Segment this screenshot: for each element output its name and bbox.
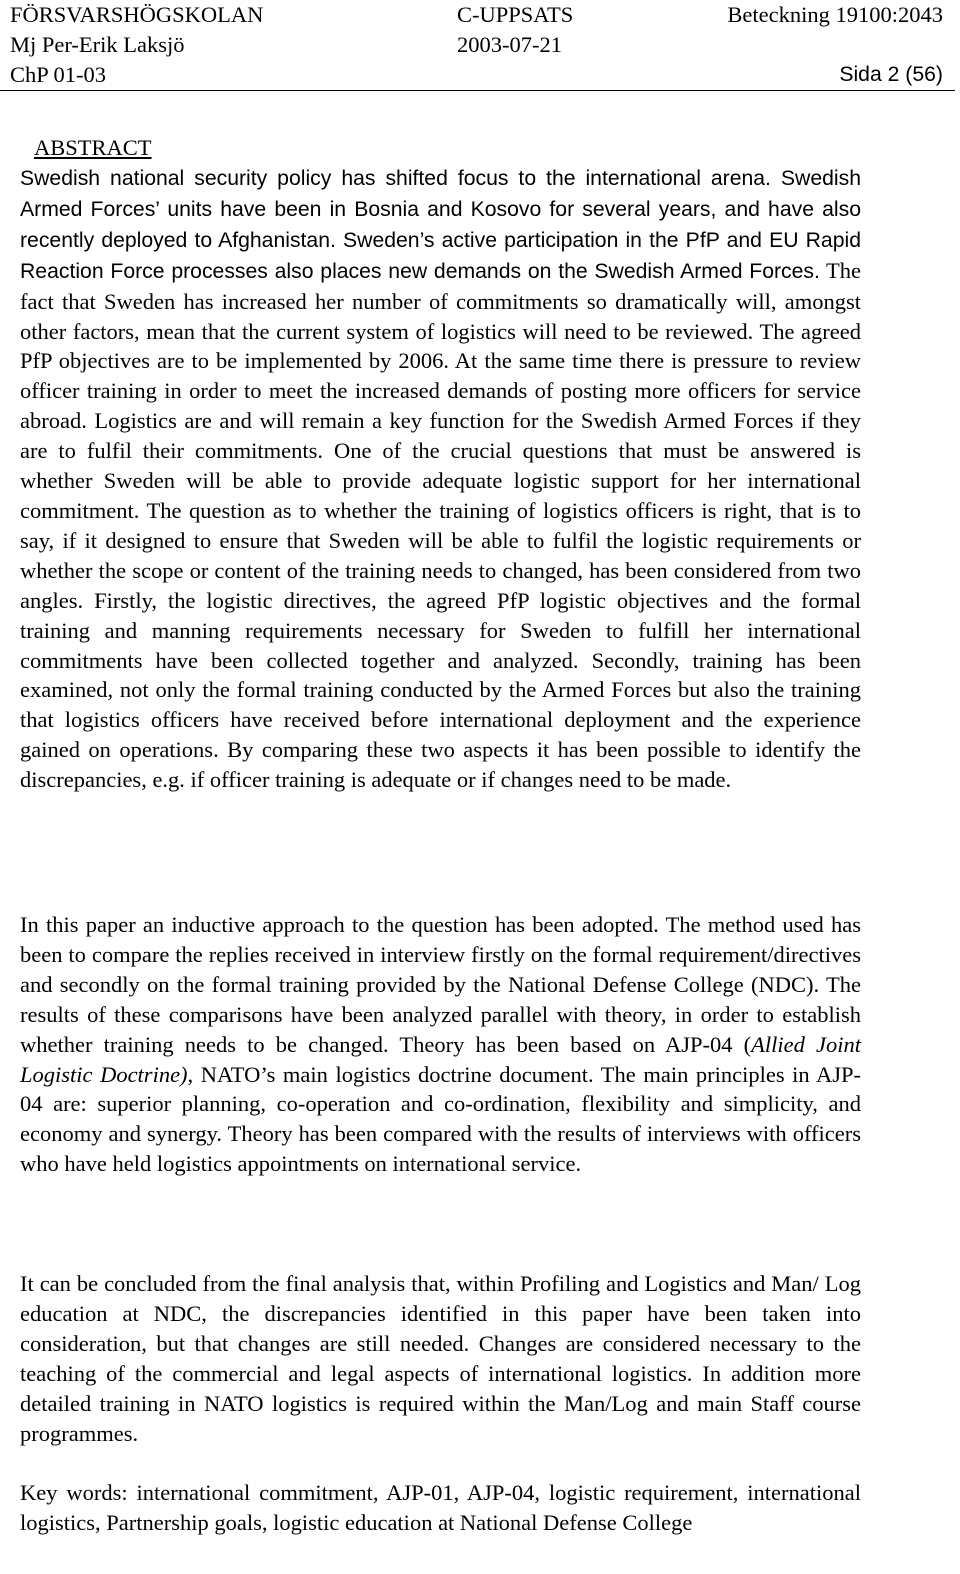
header-divider <box>0 90 955 91</box>
document-type: C-UPPSATS <box>457 2 574 27</box>
abstract-paragraph-1 <box>20 163 861 795</box>
paragraph-1-body: The fact that Sweden has increased her number of commitments so dramatically will, amongst other factors, mean that the current system of logistics will need to be reviewed. The agreed PfP objectives are to be implemented by 2006. At the same time there is pressure to review officer training in order to meet the increased demands of posting more officers for service abroad. Logistics are and will remain a key function for the Swedish Armed Forces if they are to fulfil their commitments. One of the crucial questions that must be answered is whether Sweden will be able to provide adequate logistic support for her international commitment. The question as to whether the training of logistics officers is right, that is to say, if it designed to ensure that Sweden will be able to fulfil the logistic requirements or whether the scope or content of the training needs to changed, has been considered from two angles. Firstly, the logistic directives, the agreed PfP logistic objectives and the formal training and manning requirements necessary for Sweden to fulfill her international commitments have been collected together and analyzed. Secondly, training has been examined, not only the formal training conducted by the Armed Forces but also the training that logistics officers have received before international deployment and the experience gained on operations. By comparing these two aspects it has been possible to identify the discrepancies, e.g. if officer training is adequate or if changes need to be made. <box>20 257 862 793</box>
paragraph-2-text-start: In this paper an inductive approach to the question has been adopted. The method used has been to compare the replies received in interview firstly on the formal requirement/directives and secondly on the formal training provided by the National Defense College (NDC). The results of these comparisons have been analyzed parallel with theory, in order to establish whether training needs to be changed. Theory has been based on AJP-04 ( <box>20 912 861 1057</box>
author-name: Mj Per-Erik Laksjö <box>10 32 185 57</box>
keywords-paragraph: Key words: international commitment, AJP-01, AJP-04, logistic requirement, international logistics, Partnership goals, logistic education at National Defense College <box>20 1480 861 1535</box>
document-designation: Beteckning 19100:2043 <box>727 2 943 27</box>
course-code: ChP 01-03 <box>10 62 107 87</box>
abstract-paragraph-2 <box>20 910 861 1179</box>
paragraph-2-italic-title: Allied Joint Logistic Doctrine) <box>20 1031 861 1087</box>
paragraph-1-sans-lead: Swedish national security policy has shifted focus to the international arena. Swedish Armed Forces’ units have been in Bosnia and Kosovo for several years, and have also recently deployed to Afghanistan. Sweden’s active participation in the PfP and EU Rapid Reaction Force processes also places new demands on the Swedish Armed Forces. <box>20 167 861 283</box>
document-date: 2003-07-21 <box>457 32 562 57</box>
header-row-3 <box>0 60 960 90</box>
page-number: Sida 2 (56) <box>839 63 943 86</box>
paragraph-2-text-end: , NATO’s main logistics doctrine document. The main principles in AJP-04 are: superior planning, co-operation and co-ordination, flexibility and simplicity, and economy and synergy. Theory has been compared with the results of interviews with officers who have held logistics appointments on international service. <box>20 1061 862 1177</box>
abstract-paragraph-3: It can be concluded from the final analysis that, within Profiling and Logistics and Man/ Log education at NDC, the discrepancies identified in this paper have been taken into consideration, but that changes are still needed. Changes are considered necessary to the teaching of the commercial and legal aspects of international logistics. In addition more detailed training in NATO logistics is required within the Man/Log and main Staff course programmes. <box>20 1271 861 1446</box>
abstract-heading: ABSTRACT <box>34 135 152 160</box>
header-row-1 <box>0 0 960 30</box>
institution-name: FÖRSVARSHÖGSKOLAN <box>10 2 264 27</box>
header-row-2 <box>0 30 960 60</box>
